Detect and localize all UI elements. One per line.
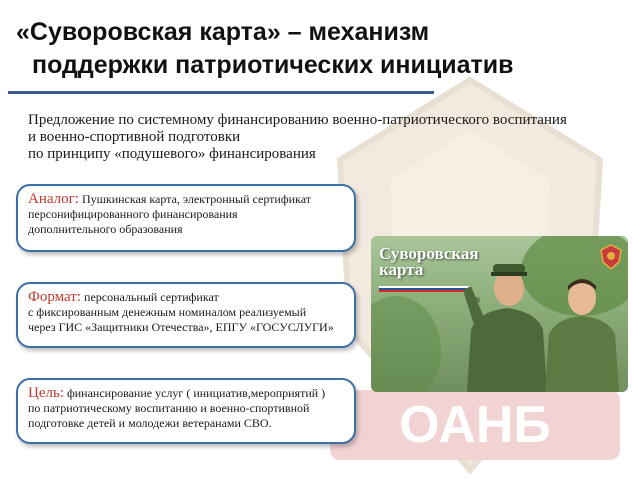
analog-label: Аналог: (28, 191, 79, 207)
format-label: Формат: (28, 289, 82, 305)
intro-line-2: и военно-спортивной подготовки (28, 129, 241, 145)
format-box (16, 282, 356, 348)
analog-line-1: Пушкинская карта, электронный сертификат (78, 192, 311, 206)
card-title-line-2: карта (379, 260, 424, 279)
watermark-text: ОАНБ (399, 396, 551, 454)
format-line-1: персональный сертификат (81, 290, 219, 304)
goal-line-2: по патриотическому воспитанию и военно-спортивной (28, 401, 310, 415)
intro-text (28, 112, 618, 163)
cadet-figure (539, 270, 625, 392)
military-badge-icon (600, 244, 622, 270)
goal-line-1: финансирование услуг ( инициатив,мероприятий ) (63, 386, 326, 400)
analog-line-3: дополнительного образования (28, 222, 183, 236)
format-line-3: через ГИС «Защитники Отечества», ЕПГУ «ГОСУСЛУГИ» (28, 320, 334, 334)
title-divider (8, 91, 434, 94)
analog-line-2: персонифицированного финансирования (28, 207, 238, 221)
card-title-line-1: Суворовская (379, 244, 479, 263)
title-line-2: поддержки патриотических инициатив (32, 51, 514, 79)
suvorov-card-image (371, 236, 628, 392)
intro-line-1: Предложение по системному финансированию военно-патриотического воспитания (28, 112, 567, 128)
goal-line-3: подготовке детей и молодежи ветеранами СВО. (28, 416, 272, 430)
analog-box (16, 184, 356, 252)
title-line-1: «Суворовская карта» – механизм (16, 18, 430, 46)
intro-line-3: по принципу «подушевого» финансирования (28, 146, 316, 162)
goal-box (16, 378, 356, 444)
page-title (14, 16, 634, 82)
format-line-2: с фиксированным денежным номиналом реализуемый (28, 305, 307, 319)
goal-label: Цель: (28, 385, 64, 401)
